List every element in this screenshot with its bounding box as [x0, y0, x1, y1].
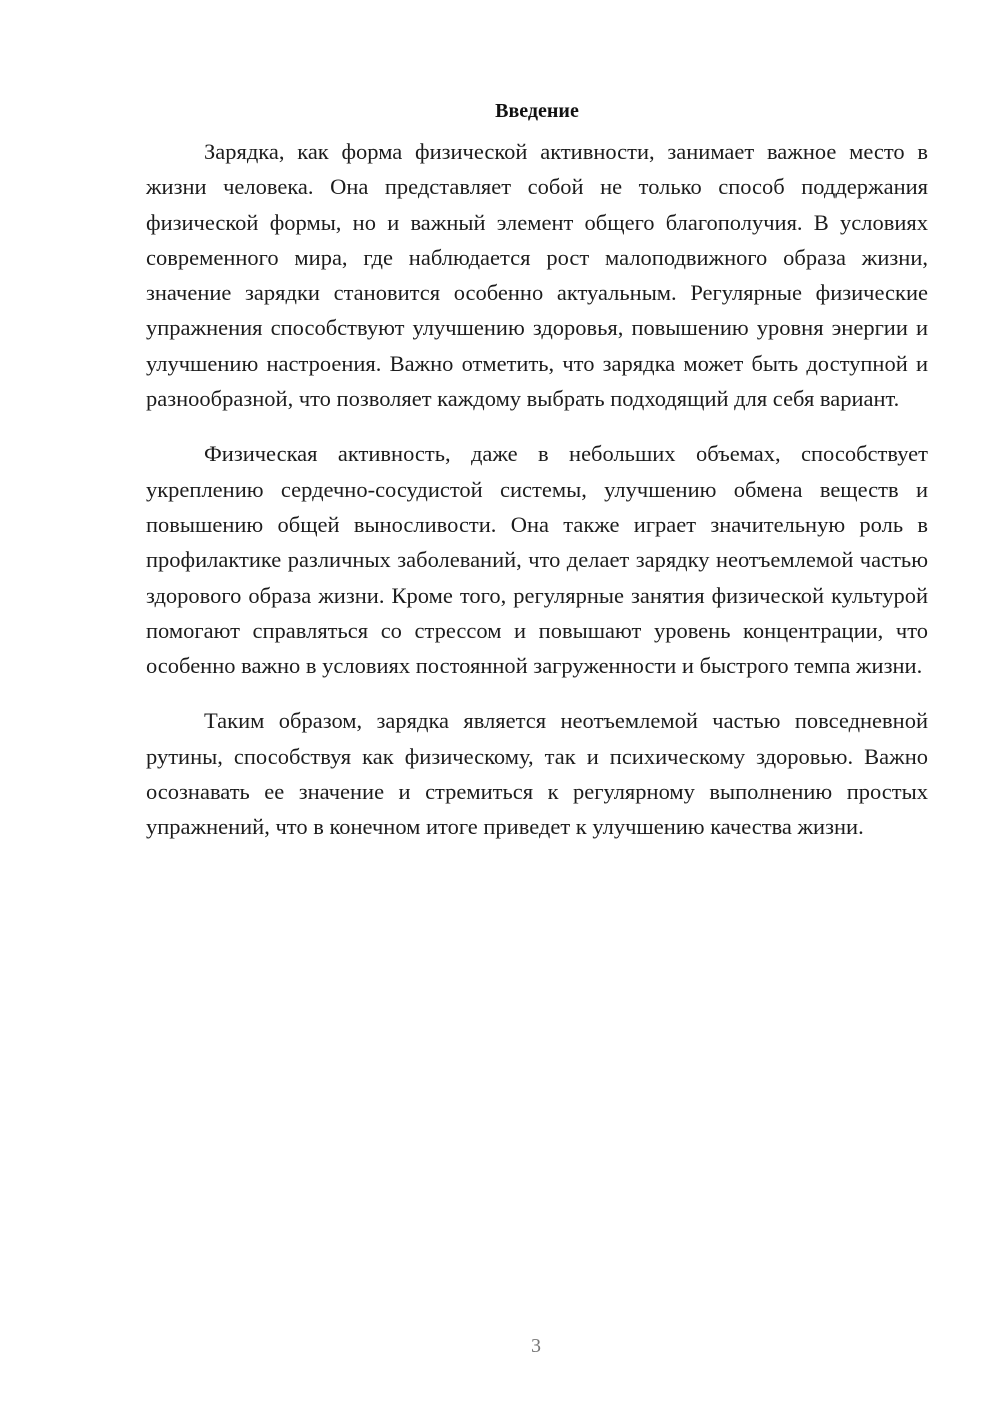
page-content	[146, 98, 928, 865]
paragraph-1: Зарядка, как форма физической активности, занимает важное место в жизни человека. Она представляет собой не только способ поддержания физической формы, но и важный элемент общего благополучия. В условиях современного мира, где наблюдается рост малоподвижного образа жизни, значение зарядки становится особенно актуальным. Регулярные физические упражнения способствуют улучшению здоровья, повышению уровня энергии и улучшению настроения. Важно отметить, что зарядка может быть доступной и разнообразной, что позволяет каждому выбрать подходящий для себя вариант.	[146, 139, 928, 412]
section-heading: Введение	[495, 100, 579, 122]
paragraph-3: Таким образом, зарядка является неотъемлемой частью повседневной рутины, способствуя как физическому, так и психическому здоровью. Важно осознавать ее значение и стремиться к регулярному выполнению простых упражнений, что в конечном итоге приведет к улучшению качества жизни.	[146, 708, 928, 840]
page-number: 3	[531, 1335, 541, 1357]
paragraph-2: Физическая активность, даже в небольших объемах, способствует укреплению сердечно-сосудистой системы, улучшению обмена веществ и повышению общей выносливости. Она также играет значительную роль в профилактике различных заболеваний, что делает зарядку неотъемлемой частью здорового образа жизни. Кроме того, регулярные занятия физической культурой помогают справляться со стрессом и повышают уровень концентрации, что особенно важно в условиях постоянной загруженности и быстрого темпа жизни.	[146, 441, 928, 679]
